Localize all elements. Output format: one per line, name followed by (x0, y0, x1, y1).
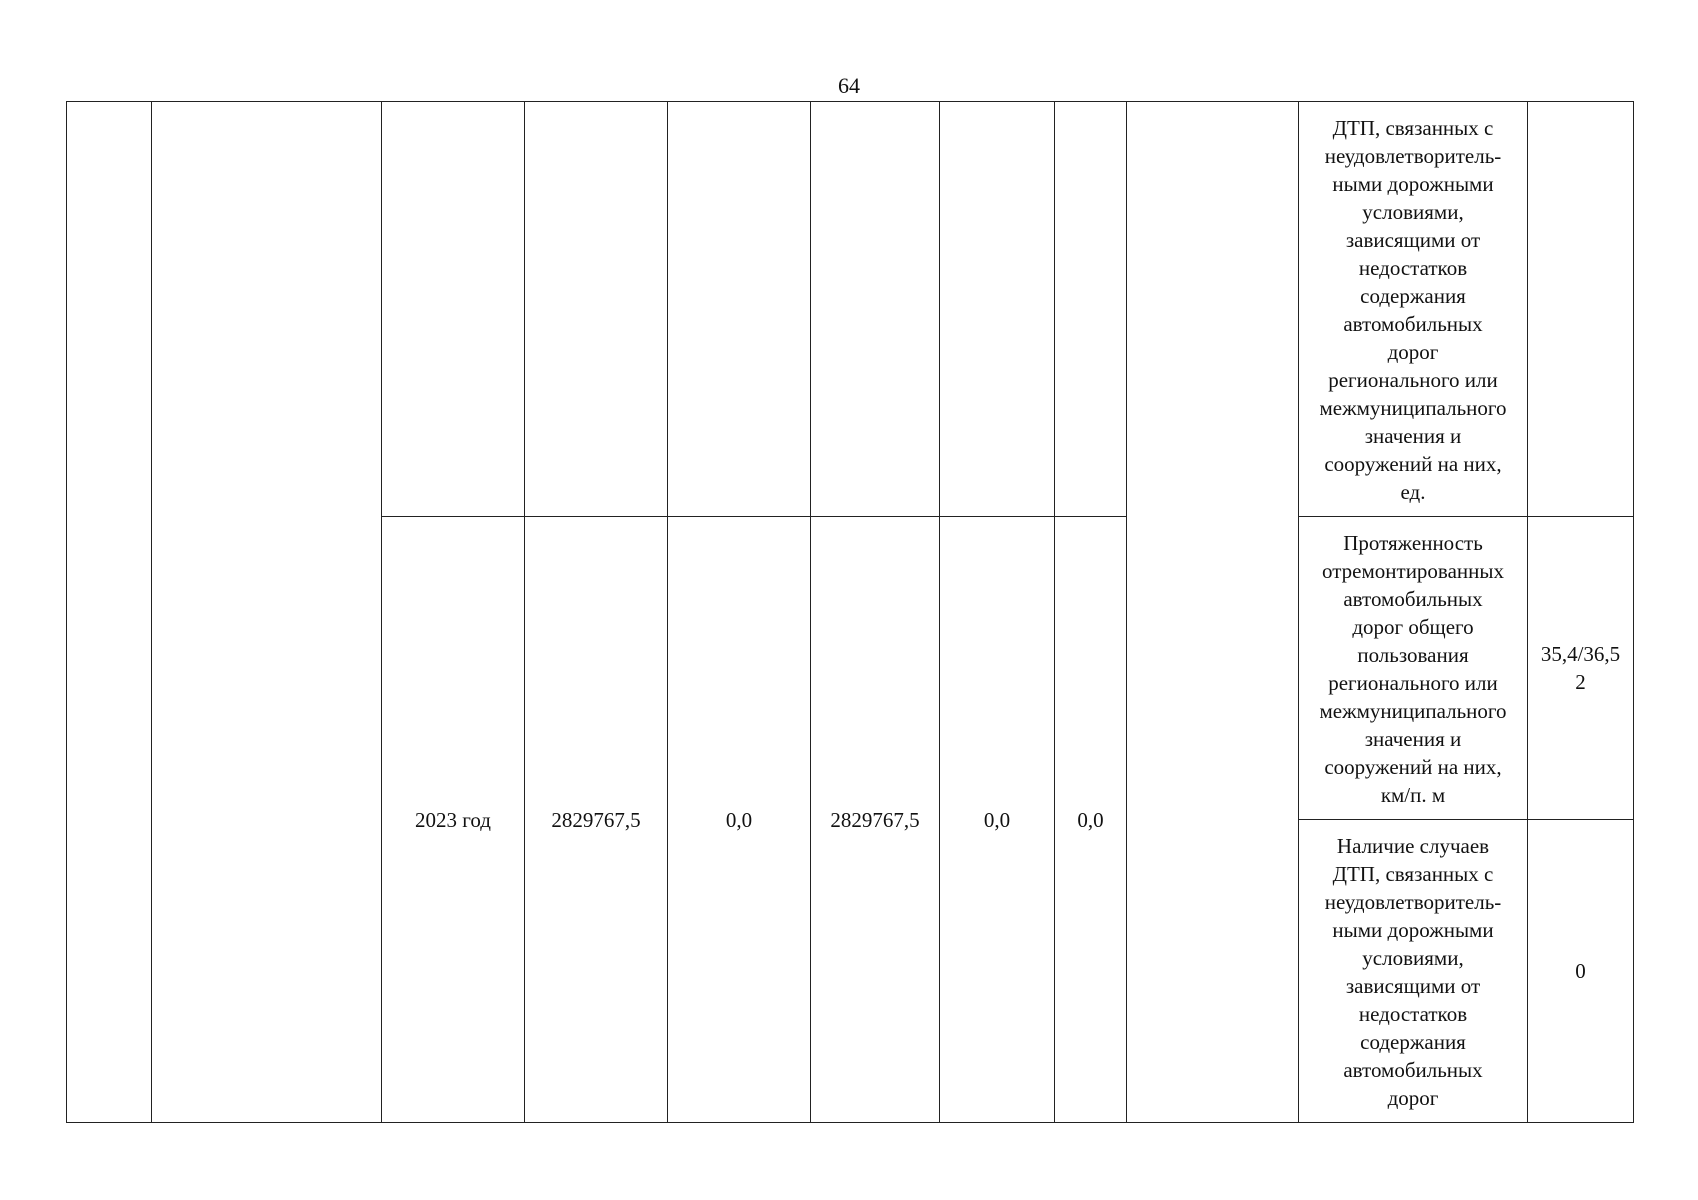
amount-cell: 2829767,5 (811, 517, 940, 1123)
indicator-value-cell: 0 (1528, 820, 1634, 1123)
total-amount-cell: 2829767,5 (525, 517, 668, 1123)
indicator-value-cell (1528, 102, 1634, 517)
data-table (66, 101, 1634, 1123)
indicator-cell: ДТП, связанных с неудовлетворитель- ными дорожными условиями, зависящими от недостатков содержания автомобильных дорог регионального или межмуниципального значения и сооружений на них, ед. (1299, 102, 1528, 517)
table-cell-empty (668, 102, 811, 517)
indicator-cell: Протяженность отремонтированных автомобильных дорог общего пользования регионального или межмуниципального значения и сооружений на них, км/п. м (1299, 517, 1528, 820)
amount-cell: 0,0 (1055, 517, 1127, 1123)
indicator-cell: Наличие случаев ДТП, связанных с неудовлетворитель- ными дорожными условиями, зависящими от недостатков содержания автомобильных дорог (1299, 820, 1528, 1123)
table-cell-empty (152, 102, 382, 1123)
table-cell-empty (1127, 102, 1299, 1123)
indicator-value-cell: 35,4/36,5 2 (1528, 517, 1634, 820)
table-cell-empty (67, 102, 152, 1123)
amount-cell: 0,0 (668, 517, 811, 1123)
table-cell-empty (382, 102, 525, 517)
table-row (67, 102, 1634, 517)
page-number: 64 (838, 73, 860, 98)
table-cell-empty (525, 102, 668, 517)
table-cell-empty (1055, 102, 1127, 517)
amount-cell: 0,0 (940, 517, 1055, 1123)
table-cell-empty (811, 102, 940, 517)
year-cell: 2023 год (382, 517, 525, 1123)
table-cell-empty (940, 102, 1055, 517)
